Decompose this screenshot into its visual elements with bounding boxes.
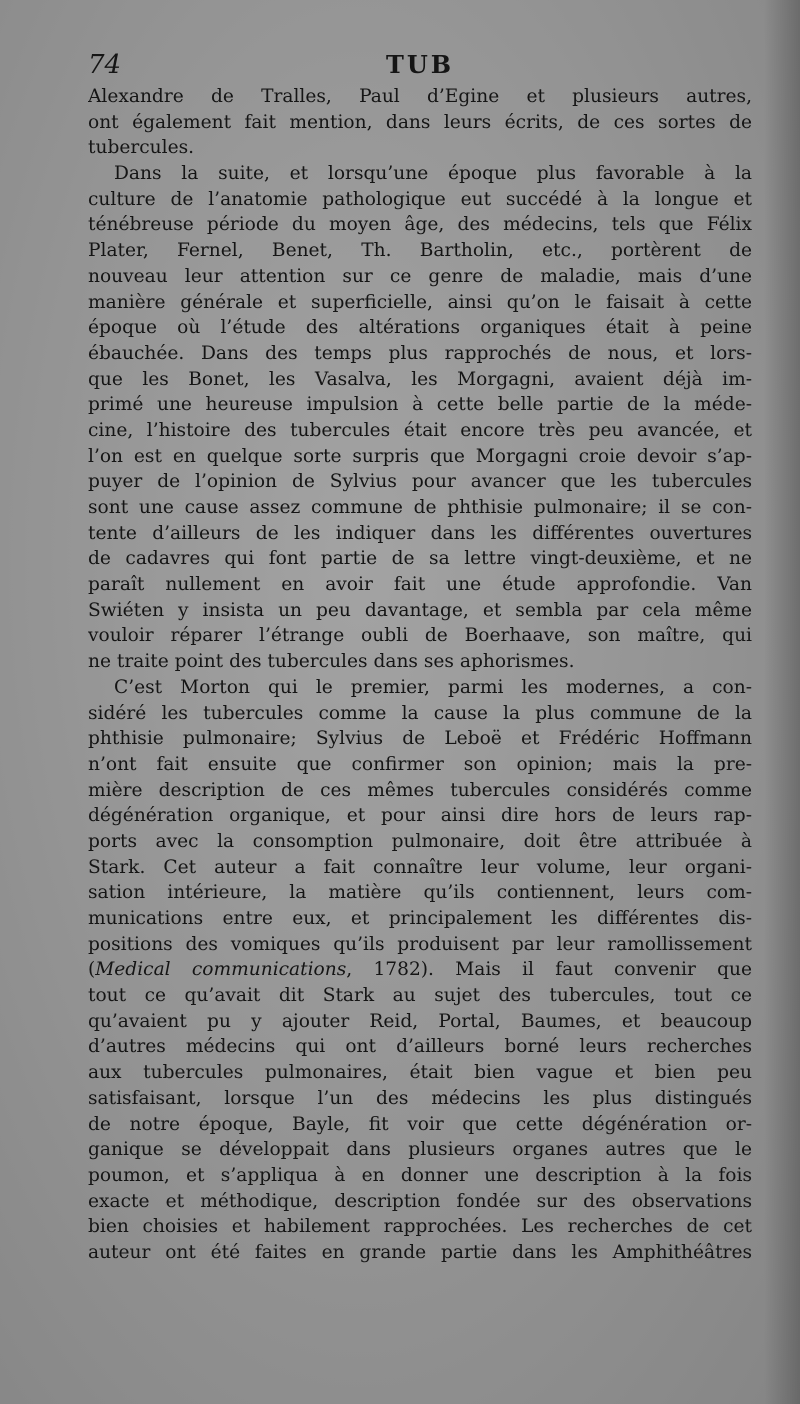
text-line: satisfaisant, lorsque l’un des médecins les plus distingués bbox=[88, 1087, 752, 1109]
text-line: ports avec la consomption pulmonaire, doit être attribuée à bbox=[88, 830, 752, 852]
text-line: culture de l’anatomie pathologique eut succédé à la longue et bbox=[88, 188, 752, 210]
text-line: munications entre eux, et principalement les différentes dis- bbox=[88, 908, 752, 929]
text-line: d’autres médecins qui ont d’ailleurs borné leurs recherches bbox=[88, 1036, 752, 1058]
text-line: ébauchée. Dans des temps plus rapprochés de nous, et lors- bbox=[88, 342, 752, 364]
text-line: n’ont fait ensuite que confirmer son opinion; mais la pre- bbox=[88, 753, 752, 775]
text-line: ne traite point des tubercules dans ses aphorismes. bbox=[88, 651, 575, 673]
text-line: manière générale et superficielle, ainsi qu’on le faisait à cette bbox=[88, 291, 752, 313]
text-line: Plater, Fernel, Benet, Th. Bartholin, etc., portèrent de bbox=[88, 240, 752, 262]
text-line: ganique se développait dans plusieurs organes autres que le bbox=[88, 1139, 752, 1161]
text-line: Alexandre de Tralles, Paul d’Egine et plusieurs autres, bbox=[88, 86, 752, 107]
text-line: Stark. Cet auteur a fait connaître leur volume, leur organi- bbox=[88, 856, 752, 878]
text-line: tout ce qu’avait dit Stark au sujet des tubercules, tout ce bbox=[88, 985, 752, 1007]
text-line: cine, l’histoire des tubercules était encore très peu avancée, et bbox=[88, 419, 752, 441]
text-line: époque où l’étude des altérations organiques était à peine bbox=[88, 317, 752, 339]
text-line: ont également fait mention, dans leurs écrits, de ces sortes de bbox=[88, 111, 752, 133]
text-line: qu’avaient pu y ajouter Reid, Portal, Baumes, et beaucoup bbox=[88, 1010, 752, 1032]
text-line: C’est Morton qui le premier, parmi les modernes, a con- bbox=[114, 676, 752, 698]
text-line: paraît nullement en avoir fait une étude approfondie. Van bbox=[88, 574, 752, 596]
text-line: dégénération organique, et pour ainsi dire hors de leurs rap- bbox=[88, 805, 752, 827]
text-line: de notre époque, Bayle, fit voir que cette dégénération or- bbox=[88, 1113, 752, 1135]
page-edge-shadow bbox=[764, 0, 800, 1404]
text-line: sidéré les tubercules comme la cause la plus commune de la bbox=[88, 702, 752, 724]
page-number: 74 bbox=[88, 50, 122, 80]
running-head: TUB bbox=[385, 50, 455, 79]
text-line: nouveau leur attention sur ce genre de maladie, mais d’une bbox=[88, 265, 752, 287]
text-line: que les Bonet, les Vasalva, les Morgagni, avaient déjà im- bbox=[88, 368, 752, 390]
text-line: bien choisies et habilement rapprochées. Les recherches de cet bbox=[88, 1216, 752, 1238]
text-line: l’on est en quelque sorte surpris que Morgagni croie devoir s’ap- bbox=[88, 445, 752, 467]
text-line: positions des vomiques qu’ils produisent par leur ramollissement bbox=[88, 933, 752, 955]
page-header bbox=[88, 50, 752, 86]
text-line: auteur ont été faites en grande partie dans les Amphithéâtres bbox=[88, 1241, 752, 1263]
text-line: exacte et méthodique, description fondée sur des observations bbox=[88, 1190, 752, 1212]
text-line: mière description de ces mêmes tubercules considérés comme bbox=[88, 779, 752, 801]
text-line: primé une heureuse impulsion à cette belle partie de la méde- bbox=[88, 394, 752, 416]
text-line: puyer de l’opinion de Sylvius pour avancer que les tubercules bbox=[88, 471, 752, 493]
text-line: ténébreuse période du moyen âge, des médecins, tels que Félix bbox=[88, 214, 752, 236]
text-line: (Medical communications, 1782). Mais il faut convenir que bbox=[88, 959, 752, 981]
text-line: poumon, et s’appliqua à en donner une description à la fois bbox=[88, 1164, 752, 1186]
text-line: sont une cause assez commune de phthisie pulmonaire; il se con- bbox=[88, 497, 752, 518]
cited-title: Medical communications bbox=[95, 959, 347, 981]
text-line: sation intérieure, la matière qu’ils contiennent, leurs com- bbox=[88, 882, 752, 904]
text-line: tente d’ailleurs de les indiquer dans les différentes ouvertures bbox=[88, 522, 752, 544]
text-line: tubercules. bbox=[88, 137, 195, 159]
text-line: vouloir réparer l’étrange oubli de Boerhaave, son maître, qui bbox=[88, 625, 752, 647]
text-line: Swiéten y insista un peu davantage, et sembla par cela même bbox=[88, 599, 752, 621]
body-text bbox=[88, 84, 752, 1266]
text-line: aux tubercules pulmonaires, était bien vague et bien peu bbox=[88, 1062, 752, 1084]
text-line: de cadavres qui font partie de sa lettre vingt-deuxième, et ne bbox=[88, 548, 752, 570]
text-line: Dans la suite, et lorsqu’une époque plus favorable à la bbox=[114, 163, 752, 185]
text-line: phthisie pulmonaire; Sylvius de Leboë et Frédéric Hoffmann bbox=[88, 728, 752, 750]
